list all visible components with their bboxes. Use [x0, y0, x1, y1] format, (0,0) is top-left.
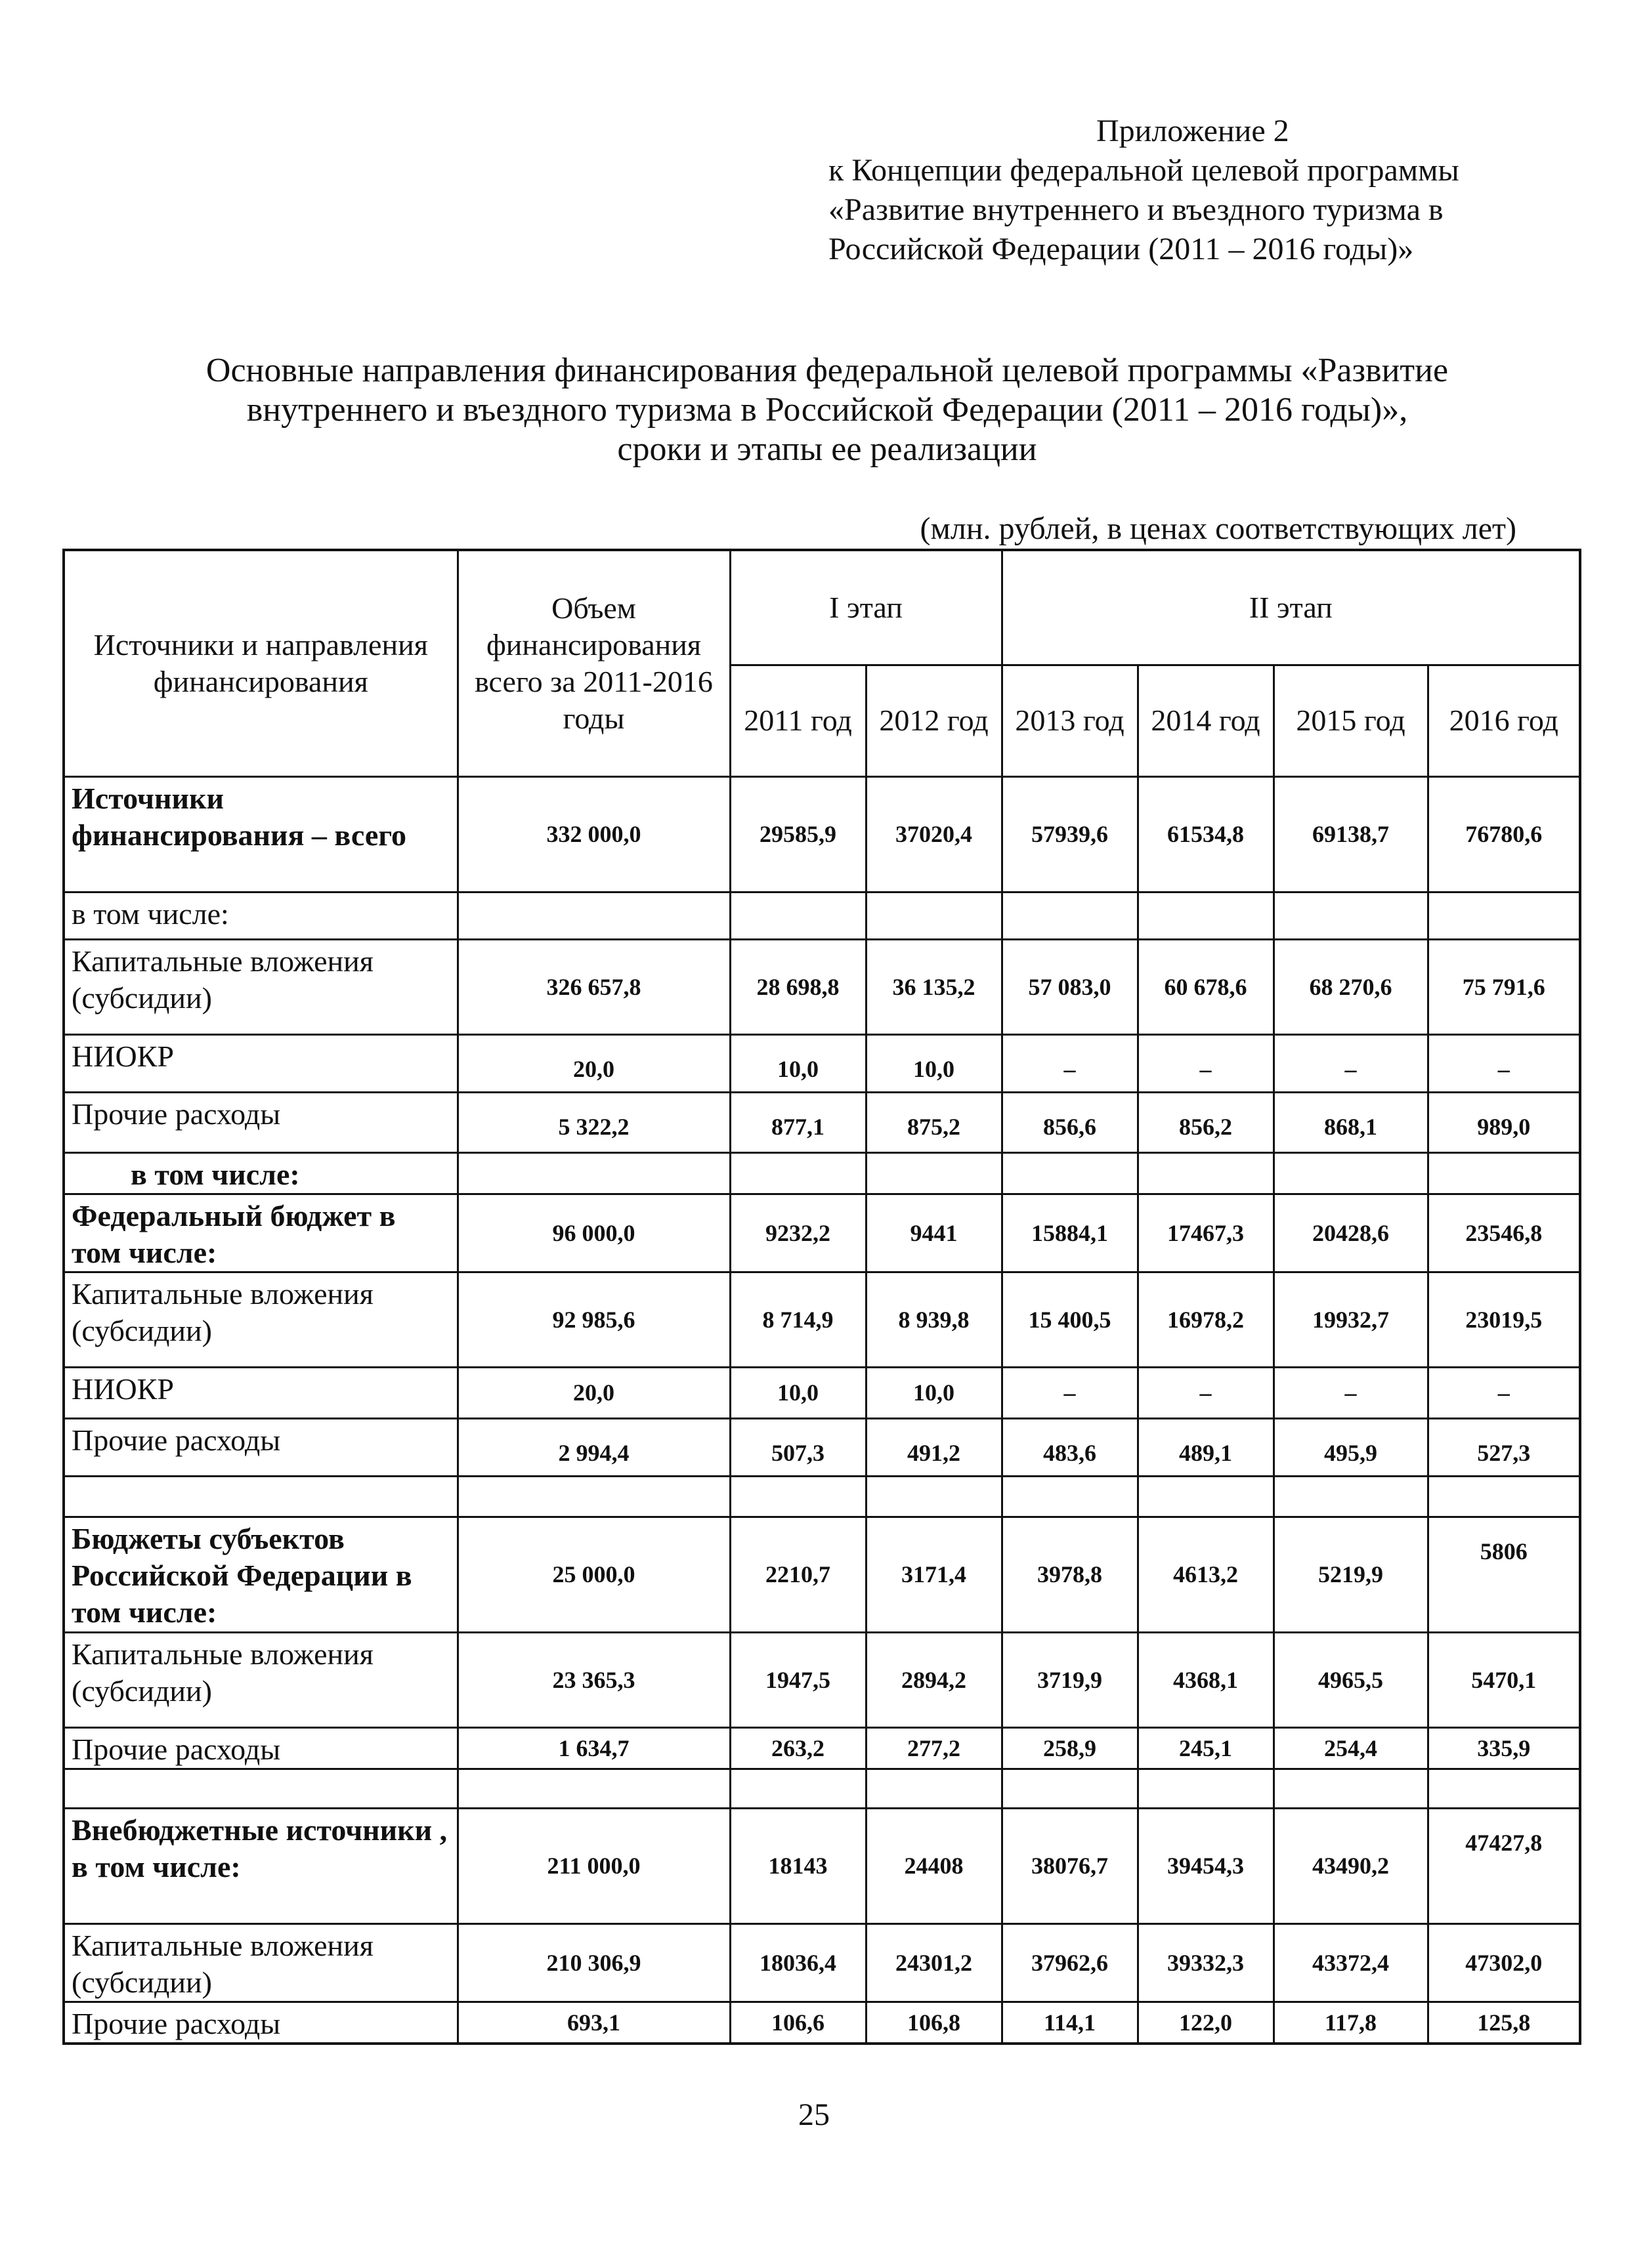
row-label: Источники финансирования – всего	[64, 776, 458, 892]
cell-value	[458, 892, 730, 939]
row-label: Капитальные вложения (субсидии)	[64, 1272, 458, 1367]
appendix-note	[828, 112, 1524, 269]
table-row	[64, 2002, 1580, 2044]
appendix-line: «Развитие внутреннего и въездного туризма в	[828, 192, 1444, 227]
header-sources: Источники и направления финансирования	[64, 550, 458, 776]
cell-value: 245,1	[1138, 1727, 1274, 1769]
cell-value: 856,6	[1002, 1092, 1138, 1152]
row-label: Федеральный бюджет в том числе:	[64, 1194, 458, 1272]
row-label: Бюджеты субъектов Российской Федерации в том числе:	[64, 1517, 458, 1632]
header-year: 2016 год	[1428, 665, 1580, 776]
cell-value: 254,4	[1274, 1727, 1428, 1769]
cell-value	[1274, 1769, 1428, 1808]
appendix-line: к Концепции федеральной целевой программы	[828, 153, 1459, 188]
cell-value: 24408	[866, 1808, 1002, 1923]
cell-value	[1138, 1476, 1274, 1517]
table-row	[64, 1632, 1580, 1727]
table-row	[64, 1517, 1580, 1632]
cell-value: 39332,3	[1138, 1923, 1274, 2002]
table-row	[64, 1367, 1580, 1418]
cell-value: 868,1	[1274, 1092, 1428, 1152]
cell-value	[458, 1476, 730, 1517]
table-row	[64, 1808, 1580, 1923]
cell-value: 106,6	[730, 2002, 866, 2044]
cell-value: –	[1002, 1034, 1138, 1092]
cell-value: 60 678,6	[1138, 939, 1274, 1034]
row-label: Прочие расходы	[64, 1727, 458, 1769]
cell-value	[866, 892, 1002, 939]
cell-value: 57 083,0	[1002, 939, 1138, 1034]
cell-value: 57939,6	[1002, 776, 1138, 892]
cell-value: –	[1428, 1367, 1580, 1418]
header-volume: Объем финансирования всего за 2011-2016 годы	[458, 550, 730, 776]
cell-value: –	[1274, 1367, 1428, 1418]
cell-value: 114,1	[1002, 2002, 1138, 2044]
row-label: Прочие расходы	[64, 2002, 458, 2044]
title-line: внутреннего и въездного туризма в Российской Федерации (2011 – 2016 годы)»,	[246, 391, 1408, 429]
row-label: Капитальные вложения (субсидии)	[64, 1632, 458, 1727]
title-line: Основные направления финансирования федеральной целевой программы «Развитие	[205, 352, 1449, 389]
cell-value: 38076,7	[1002, 1808, 1138, 1923]
table-row	[64, 1034, 1580, 1092]
row-label: Внебюджетные источники , в том числе:	[64, 1808, 458, 1923]
row-label	[64, 1769, 458, 1808]
row-label: Капитальные вложения (субсидии)	[64, 939, 458, 1034]
cell-value: 37962,6	[1002, 1923, 1138, 2002]
cell-value: 263,2	[730, 1727, 866, 1769]
cell-value: 23019,5	[1428, 1272, 1580, 1367]
cell-value: 9441	[866, 1194, 1002, 1272]
cell-value: 20,0	[458, 1034, 730, 1092]
cell-value: 2210,7	[730, 1517, 866, 1632]
cell-value	[1002, 1476, 1138, 1517]
row-label: Прочие расходы	[64, 1418, 458, 1476]
cell-value: 43372,4	[1274, 1923, 1428, 2002]
cell-value: 25 000,0	[458, 1517, 730, 1632]
cell-value: 989,0	[1428, 1092, 1580, 1152]
cell-value: 117,8	[1274, 2002, 1428, 2044]
cell-value: 10,0	[730, 1034, 866, 1092]
cell-value: 15884,1	[1002, 1194, 1138, 1272]
row-label	[64, 1476, 458, 1517]
cell-value: –	[1138, 1367, 1274, 1418]
cell-value: 18143	[730, 1808, 866, 1923]
cell-value: 5470,1	[1428, 1632, 1580, 1727]
cell-value: 335,9	[1428, 1727, 1580, 1769]
header-year: 2013 год	[1002, 665, 1138, 776]
document-title	[98, 351, 1556, 469]
cell-value: 507,3	[730, 1418, 866, 1476]
row-label: НИОКР	[64, 1367, 458, 1418]
cell-value: 2 994,4	[458, 1418, 730, 1476]
header-stage-1: I этап	[730, 550, 1002, 665]
cell-value: 491,2	[866, 1418, 1002, 1476]
row-label: в том числе:	[64, 1152, 458, 1194]
cell-value: 527,3	[1428, 1418, 1580, 1476]
cell-value: 28 698,8	[730, 939, 866, 1034]
table-row	[64, 1727, 1580, 1769]
appendix-line: Российской Федерации (2011 – 2016 годы)»	[828, 232, 1414, 266]
cell-value	[1138, 1769, 1274, 1808]
cell-value: 877,1	[730, 1092, 866, 1152]
cell-value: 5219,9	[1274, 1517, 1428, 1632]
cell-value: 332 000,0	[458, 776, 730, 892]
cell-value: 1 634,7	[458, 1727, 730, 1769]
cell-value: 10,0	[730, 1367, 866, 1418]
cell-value: 2894,2	[866, 1632, 1002, 1727]
cell-value: 8 939,8	[866, 1272, 1002, 1367]
table-row	[64, 1923, 1580, 2002]
cell-value: 258,9	[1002, 1727, 1138, 1769]
cell-value: 3171,4	[866, 1517, 1002, 1632]
header-stage-2: II этап	[1002, 550, 1580, 665]
cell-value: 210 306,9	[458, 1923, 730, 2002]
cell-value	[1428, 892, 1580, 939]
cell-value: 489,1	[1138, 1418, 1274, 1476]
cell-value: 3978,8	[1002, 1517, 1138, 1632]
cell-value: 43490,2	[1274, 1808, 1428, 1923]
cell-value	[1428, 1769, 1580, 1808]
cell-value	[730, 1152, 866, 1194]
cell-value: 96 000,0	[458, 1194, 730, 1272]
row-label: Капитальные вложения (субсидии)	[64, 1923, 458, 2002]
cell-value: 17467,3	[1138, 1194, 1274, 1272]
row-label: НИОКР	[64, 1034, 458, 1092]
cell-value	[730, 892, 866, 939]
table-row	[64, 1476, 1580, 1517]
cell-value	[1002, 1769, 1138, 1808]
cell-value: 29585,9	[730, 776, 866, 892]
cell-value: 9232,2	[730, 1194, 866, 1272]
cell-value: 4965,5	[1274, 1632, 1428, 1727]
cell-value	[730, 1769, 866, 1808]
header-year: 2012 год	[866, 665, 1002, 776]
cell-value	[1428, 1476, 1580, 1517]
cell-value: 8 714,9	[730, 1272, 866, 1367]
cell-value: 15 400,5	[1002, 1272, 1138, 1367]
cell-value: 36 135,2	[866, 939, 1002, 1034]
cell-value: 10,0	[866, 1367, 1002, 1418]
table-row	[64, 939, 1580, 1034]
cell-value: 39454,3	[1138, 1808, 1274, 1923]
cell-value: 76780,6	[1428, 776, 1580, 892]
cell-value	[866, 1152, 1002, 1194]
cell-value: 75 791,6	[1428, 939, 1580, 1034]
cell-value: 5 322,2	[458, 1092, 730, 1152]
cell-value	[1138, 1152, 1274, 1194]
cell-value	[1274, 1476, 1428, 1517]
cell-value: 4613,2	[1138, 1517, 1274, 1632]
cell-value: 483,6	[1002, 1418, 1138, 1476]
cell-value: 20,0	[458, 1367, 730, 1418]
cell-value: 495,9	[1274, 1418, 1428, 1476]
cell-value: 326 657,8	[458, 939, 730, 1034]
cell-value: 211 000,0	[458, 1808, 730, 1923]
cell-value: 122,0	[1138, 2002, 1274, 2044]
cell-value: –	[1002, 1367, 1138, 1418]
cell-value	[1274, 1152, 1428, 1194]
title-line: сроки и этапы ее реализации	[617, 430, 1037, 468]
table-row	[64, 1092, 1580, 1152]
units-note: (млн. рублей, в ценах соответствующих лет)	[920, 511, 1516, 546]
table-row	[64, 1418, 1580, 1476]
cell-value: 69138,7	[1274, 776, 1428, 892]
cell-value	[866, 1769, 1002, 1808]
financing-table	[62, 549, 1581, 2045]
cell-value: 68 270,6	[1274, 939, 1428, 1034]
cell-value: 37020,4	[866, 776, 1002, 892]
header-year: 2014 год	[1138, 665, 1274, 776]
cell-value: 125,8	[1428, 2002, 1580, 2044]
cell-value	[1274, 892, 1428, 939]
cell-value	[458, 1769, 730, 1808]
page-number: 25	[798, 2097, 830, 2132]
cell-value	[730, 1476, 866, 1517]
cell-value	[1428, 1152, 1580, 1194]
cell-value: 47427,8	[1428, 1808, 1580, 1923]
table-row	[64, 1769, 1580, 1808]
table-row	[64, 1194, 1580, 1272]
cell-value: 10,0	[866, 1034, 1002, 1092]
cell-value: –	[1274, 1034, 1428, 1092]
table-row	[64, 892, 1580, 939]
cell-value: 856,2	[1138, 1092, 1274, 1152]
cell-value: 18036,4	[730, 1923, 866, 2002]
cell-value: 4368,1	[1138, 1632, 1274, 1727]
appendix-line: Приложение 2	[1096, 114, 1289, 148]
table-row	[64, 1272, 1580, 1367]
cell-value: 23 365,3	[458, 1632, 730, 1727]
table-row	[64, 776, 1580, 892]
header-year: 2015 год	[1274, 665, 1428, 776]
cell-value: –	[1428, 1034, 1580, 1092]
cell-value: 16978,2	[1138, 1272, 1274, 1367]
cell-value: 693,1	[458, 2002, 730, 2044]
cell-value	[458, 1152, 730, 1194]
cell-value	[1002, 892, 1138, 939]
table-row	[64, 1152, 1580, 1194]
cell-value: 23546,8	[1428, 1194, 1580, 1272]
cell-value: 5806	[1428, 1517, 1580, 1632]
cell-value: –	[1138, 1034, 1274, 1092]
cell-value: 24301,2	[866, 1923, 1002, 2002]
cell-value: 277,2	[866, 1727, 1002, 1769]
cell-value: 20428,6	[1274, 1194, 1428, 1272]
cell-value: 875,2	[866, 1092, 1002, 1152]
row-label: в том числе:	[64, 892, 458, 939]
cell-value: 47302,0	[1428, 1923, 1580, 2002]
cell-value	[1138, 892, 1274, 939]
cell-value	[1002, 1152, 1138, 1194]
cell-value: 1947,5	[730, 1632, 866, 1727]
row-label: Прочие расходы	[64, 1092, 458, 1152]
cell-value	[866, 1476, 1002, 1517]
cell-value: 61534,8	[1138, 776, 1274, 892]
cell-value: 3719,9	[1002, 1632, 1138, 1727]
header-year: 2011 год	[730, 665, 866, 776]
cell-value: 92 985,6	[458, 1272, 730, 1367]
cell-value: 19932,7	[1274, 1272, 1428, 1367]
cell-value: 106,8	[866, 2002, 1002, 2044]
